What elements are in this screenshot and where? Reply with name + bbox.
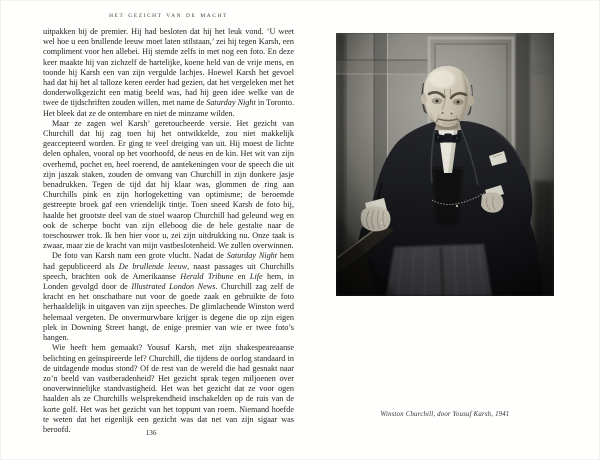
right-page	[300, 0, 600, 460]
running-head: HET GEZICHT VAN DE MACHT	[109, 13, 228, 19]
page-number: 136	[145, 428, 157, 437]
body-text	[43, 27, 294, 435]
churchill-portrait-illustration	[336, 33, 554, 296]
churchill-portrait-photo	[336, 33, 554, 296]
paragraph: Wie heeft hem gemaakt? Yousuf Karsh, met zijn shakespeareaanse belichting en geïnspireerde lef? Churchill, die tijdens de oorlog standaard in de uitdagende modus stond? Of de rest van de wereld die had gesnakt naar zo’n beeld van vastberadenheid? Het gezicht sprak tegen miljoenen over onoverwinnelijke standvastigheid. Het was het gezicht dat ze voor ogen haalden als ze Churchills welsprekendheid inschakelden op de ruis van de korte golf. Het was het gezicht van het toppunt van roem. Niemand hoefde te weten dat het eigenlijk een gezicht was dat net van zijn sigaar was beroofd.	[43, 343, 294, 434]
paragraph: Maar ze zagen wel Karsh’ geretoucheerde versie. Het gezicht van Churchill dat hij zag toen hij het ontwikkelde, zou niet makkelijk geaccepteerd worden. Er ging te veel dreiging van uit. Hij moest de lichte delen ophalen, vooral op het voorhoofd, de neus en de kin. Het wit van zijn overhemd, pochet en, heel roerend, de aantekeningen voor de speech die uit zijn jaszak staken, zouden de omvang van Churchill in zijn donkere jasje benadrukken. Tegen de tijd dat hij klaar was, glommen de ring aan Churchills pink en zijn horlogeketting van optimisme; de beroemde gestreepte broek gaf een vriendelijk tintje. Toen sneed Karsh de foto bij, haalde het grootste deel van de stoel waarop Churchill had geleund weg en ook de scherpe bocht van zijn elleboog die de hele gestalte naar de toeschouwer trok. Ik ben hier voor u, zei zijn uitdrukking nu. Onze taak is zwaar, maar zie de kracht van mijn vastbeslotenheid. We zullen overwinnen.	[43, 118, 294, 251]
paragraph: De foto van Karsh nam een grote vlucht. Nadat de Saturday Night hem had gepubliceerd als De brullende leeuw, naast passages uit Churchills speech, brachten ook de Amerikaanse Herald Tribune en Life hem, in Londen gevolgd door de Illustrated London News. Churchill zag zelf de kracht en het onschatbare nut voor de goede zaak en gebruikte de foto herhaaldelijk in uitgaven van zijn speeches. De glimlachende Winston werd helemaal vergeten. De onvermurwbare krijger is degene die op zijn eigen plek in Downing Street hangt, de enige premier van wie er twee foto’s hangen.	[43, 251, 294, 343]
paragraph: uitpakken bij de premier. Hij had besloten dat hij het leuk vond. ‘U weet wel hoe u een brullende leeuw moet laten stilstaan,’ zei hij tegen Karsh, een compliment voor hen allebei. Hij stemde zelfs in met nog een foto. En deze keer maakte hij van zichzelf de hartelijke, koene held van de vrije mens, en toonde hij Karsh een van zijn vergulde lachjes. Hoewel Karsh het gevoel had dat hij het al talloze keren eerder had gezien, dat het vergeleken met het donderwolkgezicht een matig beeld was, had hij geen idee welke van de twee de tijdschriften zouden willen, met name de Saturday Night in Toronto. Het bleek dat ze de ontembare en niet de minzame wilden.	[43, 27, 295, 118]
photo-caption: Winston Churchill, door Yousuf Karsh, 1941	[380, 411, 510, 418]
